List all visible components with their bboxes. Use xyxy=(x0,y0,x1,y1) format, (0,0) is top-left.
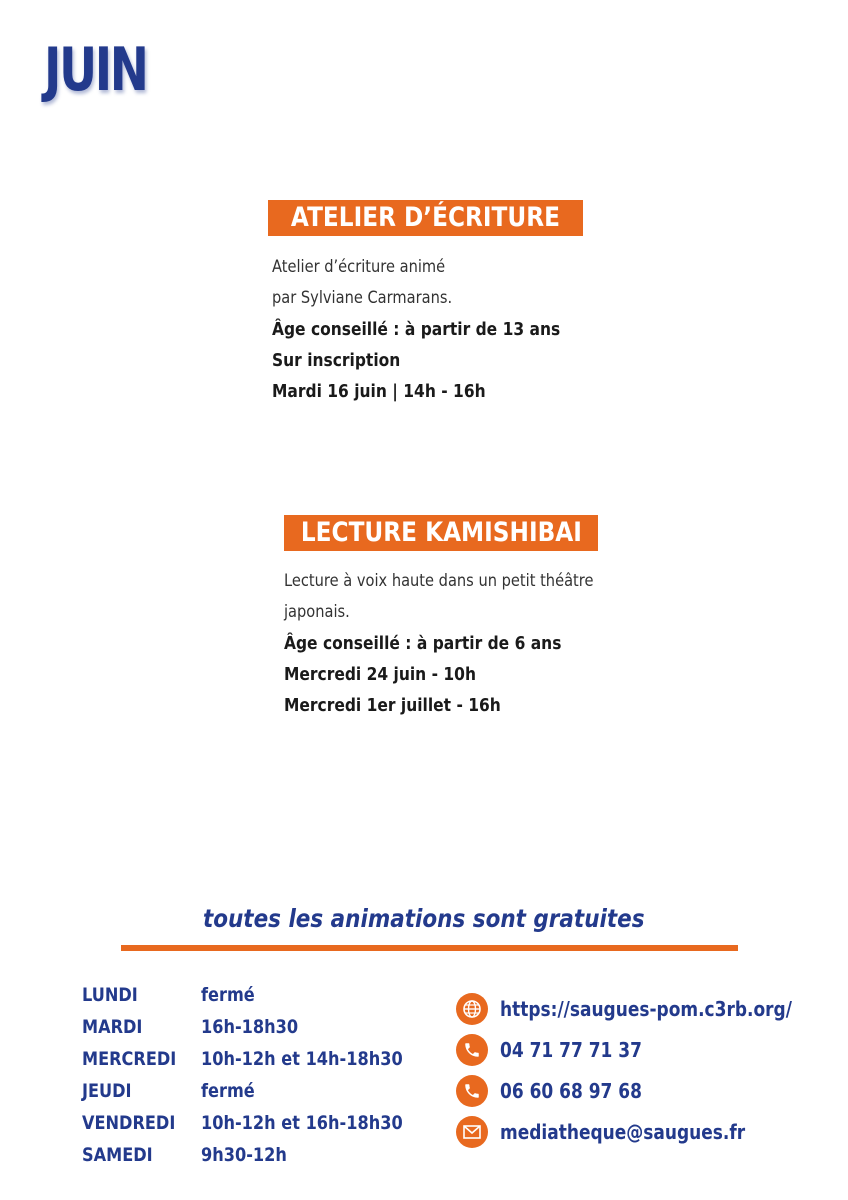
event-title-kamishibai xyxy=(284,515,598,551)
event-registration: Sur inscription xyxy=(272,350,401,371)
phone-link[interactable] xyxy=(456,1075,816,1116)
hours-time: fermé xyxy=(201,1080,255,1102)
hours-day: JEUDI xyxy=(82,1080,132,1102)
hours-time: fermé xyxy=(201,984,255,1006)
event-title-atelier xyxy=(268,200,583,236)
free-events-tagline xyxy=(0,904,848,933)
hours-time: 9h30-12h xyxy=(201,1144,287,1166)
divider xyxy=(121,945,738,951)
page-title: JUIN xyxy=(44,35,147,105)
event-age: Âge conseillé : à partir de 6 ans xyxy=(284,633,562,654)
event-title-text: ATELIER D’ÉCRITURE xyxy=(290,202,561,233)
event-description-atelier xyxy=(272,252,607,407)
phone-link[interactable] xyxy=(456,1034,816,1075)
hours-day: SAMEDI xyxy=(82,1144,153,1166)
website-link[interactable] xyxy=(456,993,816,1034)
website-url: https://saugues-pom.c3rb.org/ xyxy=(500,997,792,1021)
hours-day: LUNDI xyxy=(82,984,138,1006)
event-line: Lecture à voix haute dans un petit théâtre xyxy=(284,571,594,591)
phone-number: 06 60 68 97 68 xyxy=(500,1079,642,1103)
tagline-text: toutes les animations sont gratuites xyxy=(203,904,645,933)
event-description-kamishibai xyxy=(284,566,644,721)
event-title-text: LECTURE KAMISHIBAI xyxy=(300,517,582,548)
event-line: par Sylviane Carmarans. xyxy=(272,288,453,308)
contact-list xyxy=(456,993,816,1157)
email-link[interactable] xyxy=(456,1116,816,1157)
hours-time: 16h-18h30 xyxy=(201,1016,299,1038)
globe-icon xyxy=(456,993,488,1025)
event-date: Mercredi 24 juin - 10h xyxy=(284,664,476,685)
phone-icon xyxy=(456,1034,488,1066)
event-line: Atelier d’écriture animé xyxy=(272,257,446,277)
hours-day: VENDREDI xyxy=(82,1112,176,1134)
email-address: mediatheque@saugues.fr xyxy=(500,1120,746,1144)
hours-time: 10h-12h et 14h-18h30 xyxy=(201,1048,403,1070)
event-date: Mardi 16 juin | 14h - 16h xyxy=(272,381,486,402)
hours-day: MERCREDI xyxy=(82,1048,177,1070)
event-line: japonais. xyxy=(284,602,350,622)
event-age: Âge conseillé : à partir de 13 ans xyxy=(272,319,561,340)
phone-number: 04 71 77 71 37 xyxy=(500,1038,642,1062)
hours-time: 10h-12h et 16h-18h30 xyxy=(201,1112,403,1134)
event-date: Mercredi 1er juillet - 16h xyxy=(284,695,501,716)
hours-day: MARDI xyxy=(82,1016,143,1038)
mail-icon xyxy=(456,1116,488,1148)
phone-icon xyxy=(456,1075,488,1107)
